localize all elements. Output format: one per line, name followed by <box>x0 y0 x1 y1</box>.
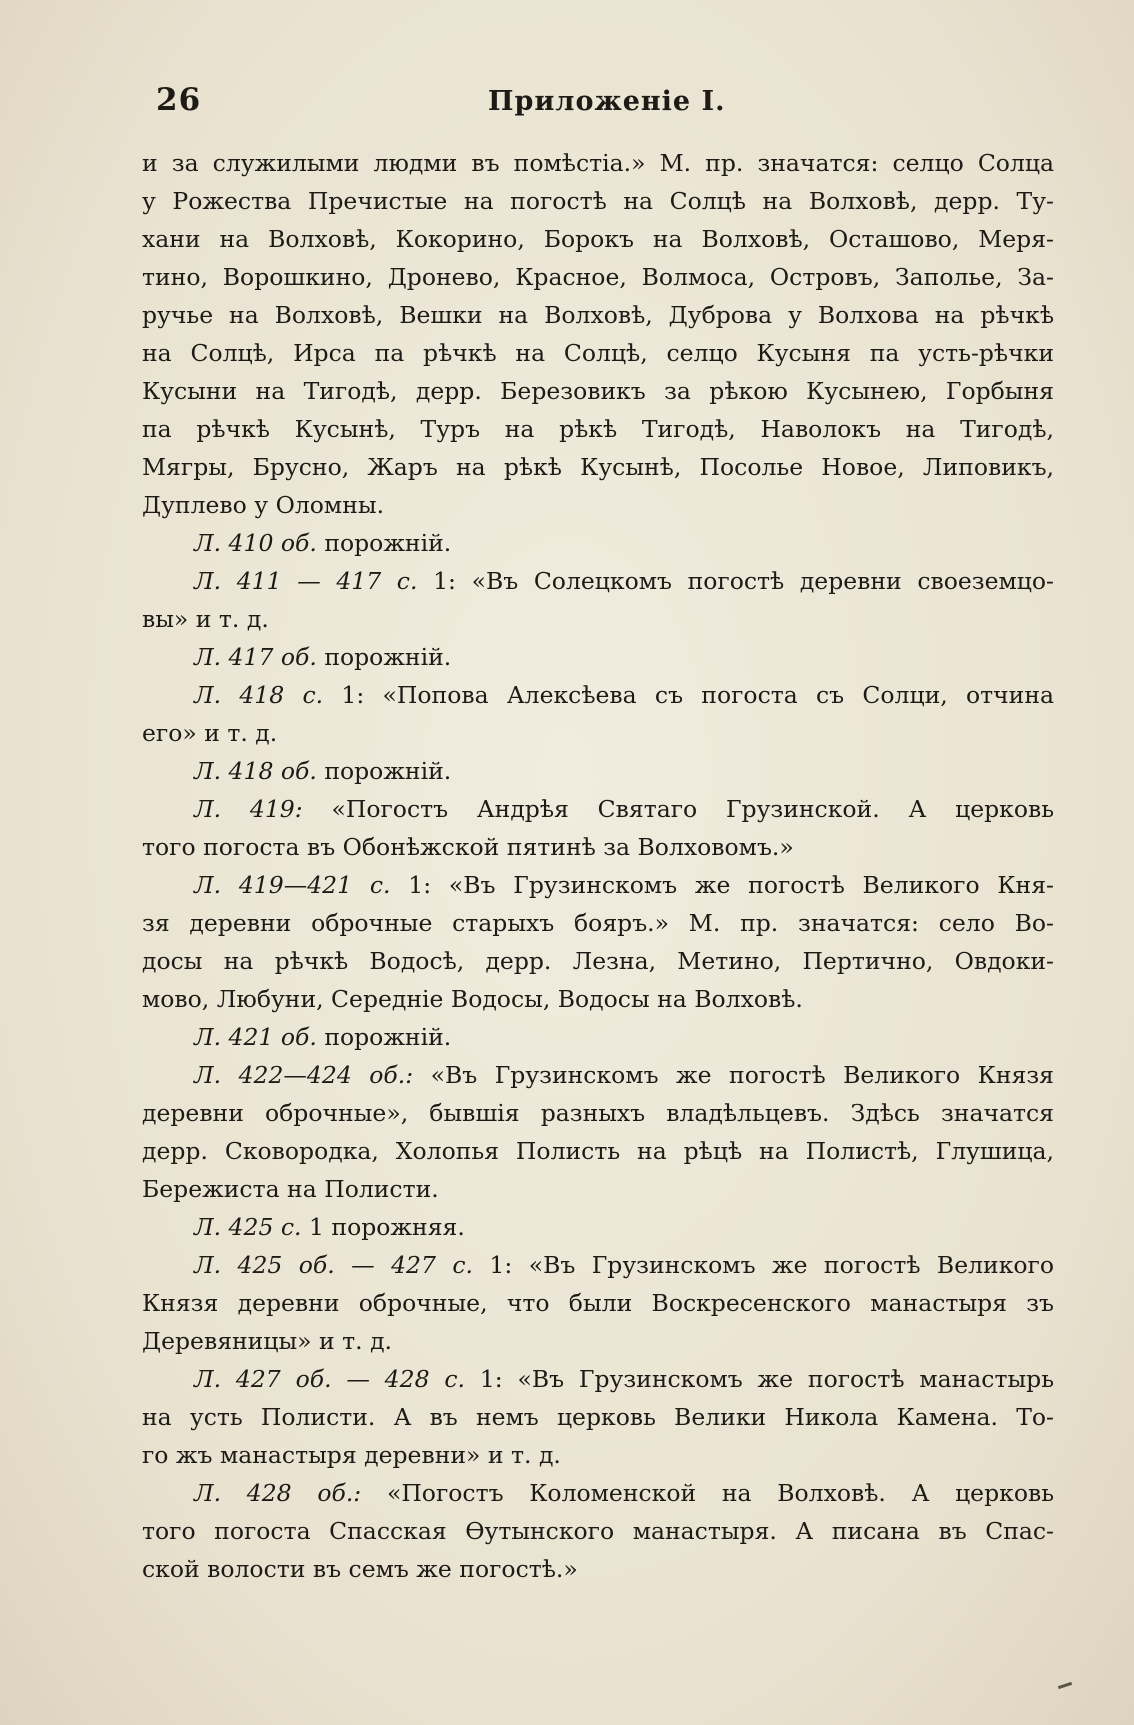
folio-reference: Л. 427 об. — 428 с. <box>194 1365 465 1393</box>
folio-reference: Л. 411 — 417 с. <box>194 567 418 595</box>
text-line <box>142 524 1054 562</box>
text-line <box>142 752 1054 790</box>
text-line <box>142 1170 1054 1208</box>
text-line <box>142 828 1054 866</box>
line-text: на усть Полисти. А въ немъ церковь Велики Никола Камена. То- <box>142 1403 1054 1431</box>
text-line <box>142 182 1054 220</box>
line-text: «Погостъ Андрѣя Святаго Грузинской. А церковь <box>302 795 1055 823</box>
line-text: 1: «Въ Грузинскомъ же погостѣ манастырь <box>465 1365 1054 1393</box>
text-line <box>142 258 1054 296</box>
text-line <box>142 1284 1054 1322</box>
text-line <box>142 1132 1054 1170</box>
line-text: порожнiй. <box>316 529 452 557</box>
line-text: Дуплево у Оломны. <box>142 491 385 519</box>
text-line <box>142 1512 1054 1550</box>
line-text: го жъ манастыря деревни» и т. д. <box>142 1441 561 1469</box>
line-text: тино, Ворошкино, Дронево, Красное, Волмоса, Островъ, Заполье, За- <box>142 263 1054 291</box>
line-text: порожнiй. <box>316 643 452 671</box>
line-text: ручье на Волховѣ, Вешки на Волховѣ, Дуброва у Волхова на рѣчкѣ <box>142 301 1054 329</box>
text-line <box>142 1360 1054 1398</box>
folio-reference: Л. 422—424 об.: <box>194 1061 414 1089</box>
line-text: того погоста въ Обонѣжской пятинѣ за Волховомъ.» <box>142 833 794 861</box>
text-line <box>142 220 1054 258</box>
line-text: того погоста Спасская Өутынского манастыря. А писана въ Спас- <box>142 1517 1054 1545</box>
text-line <box>142 980 1054 1018</box>
folio-reference: Л. 418 с. <box>194 681 324 709</box>
text-line <box>142 676 1054 714</box>
line-text: «Въ Грузинскомъ же погостѣ Великого Князя <box>413 1061 1055 1089</box>
text-line <box>142 372 1054 410</box>
text-line <box>142 1056 1054 1094</box>
folio-reference: Л. 410 об. <box>194 529 317 557</box>
folio-reference: Л. 417 об. <box>194 643 317 671</box>
line-text: 1: «Въ Солецкомъ погостѣ деревни своеземцо- <box>417 567 1054 595</box>
line-text: па рѣчкѣ Кусынѣ, Туръ на рѣкѣ Тигодѣ, Наволокъ на Тигодѣ, <box>142 415 1054 443</box>
text-line <box>142 790 1054 828</box>
line-text: порожнiй. <box>316 757 452 785</box>
line-text: дерр. Сковородка, Холопья Полисть на рѣцѣ на Полистѣ, Глушица, <box>142 1137 1054 1165</box>
text-line <box>142 1018 1054 1056</box>
running-head: Приложенiе I. <box>488 86 726 117</box>
line-text: «Погостъ Коломенской на Волховѣ. А церковь <box>361 1479 1054 1507</box>
body-text <box>142 144 1054 1588</box>
line-text: Мягры, Брусно, Жаръ на рѣкѣ Кусынѣ, Посолье Новое, Липовикъ, <box>142 453 1054 481</box>
line-text: зя деревни оброчные старыхъ бояръ.» М. пр. значатся: село Во- <box>142 909 1054 937</box>
text-line <box>142 1398 1054 1436</box>
line-text: деревни оброчные», бывшiя разныхъ владѣльцевъ. Здѣсь значатся <box>142 1099 1054 1127</box>
line-text: досы на рѣчкѣ Водосѣ, дерр. Лезна, Метино, Пертично, Овдоки- <box>142 947 1054 975</box>
text-line <box>142 1094 1054 1132</box>
line-text: хани на Волховѣ, Кокорино, Борокъ на Волховѣ, Осташово, Меря- <box>142 225 1054 253</box>
text-line <box>142 410 1054 448</box>
line-text: Деревяницы» и т. д. <box>142 1327 393 1355</box>
folio-reference: Л. 425 с. <box>194 1213 302 1241</box>
text-line <box>142 1246 1054 1284</box>
text-line <box>142 1208 1054 1246</box>
line-text: 1 порожняя. <box>301 1213 465 1241</box>
line-text: Кусыни на Тигодѣ, дерр. Березовикъ за рѣкою Кусынею, Горбыня <box>142 377 1054 405</box>
line-text: ской волости въ семъ же погостѣ.» <box>142 1555 578 1583</box>
text-line <box>142 144 1054 182</box>
line-text: мово, Любуни, Середнiе Водосы, Водосы на Волховѣ. <box>142 985 803 1013</box>
ink-mark <box>1058 1682 1072 1689</box>
folio-reference: Л. 425 об. — 427 с. <box>194 1251 473 1279</box>
text-line <box>142 600 1054 638</box>
page-header <box>156 82 1046 122</box>
line-text: Бережиста на Полисти. <box>142 1175 439 1203</box>
text-line <box>142 866 1054 904</box>
text-line <box>142 562 1054 600</box>
page-number: 26 <box>156 82 202 118</box>
text-line <box>142 714 1054 752</box>
text-line <box>142 1550 1054 1588</box>
text-line <box>142 486 1054 524</box>
line-text: вы» и т. д. <box>142 605 269 633</box>
folio-reference: Л. 419: <box>194 795 303 823</box>
line-text: 1: «Въ Грузинскомъ же погостѣ Великого <box>473 1251 1054 1279</box>
text-line <box>142 638 1054 676</box>
text-line <box>142 1436 1054 1474</box>
line-text: Князя деревни оброчные, что были Воскресенского манастыря зъ <box>142 1289 1054 1317</box>
folio-reference: Л. 421 об. <box>194 1023 317 1051</box>
line-text: 1: «Въ Грузинскомъ же погостѣ Великого Кня- <box>390 871 1054 899</box>
line-text: его» и т. д. <box>142 719 278 747</box>
text-line <box>142 1322 1054 1360</box>
folio-reference: Л. 418 об. <box>194 757 317 785</box>
line-text: и за служилыми людми въ помѣстiа.» М. пр. значатся: селцо Солца <box>142 149 1054 177</box>
text-line <box>142 334 1054 372</box>
folio-reference: Л. 419—421 с. <box>194 871 391 899</box>
line-text: 1: «Попова Алексѣева съ погоста съ Солци, отчина <box>323 681 1054 709</box>
text-line <box>142 904 1054 942</box>
line-text: на Солцѣ, Ирса па рѣчкѣ на Солцѣ, селцо Кусыня па усть-рѣчки <box>142 339 1054 367</box>
line-text: порожнiй. <box>316 1023 452 1051</box>
text-line <box>142 1474 1054 1512</box>
line-text: у Рожества Пречистые на погостѣ на Солцѣ на Волховѣ, дерр. Ту- <box>142 187 1054 215</box>
text-line <box>142 448 1054 486</box>
text-line <box>142 942 1054 980</box>
text-line <box>142 296 1054 334</box>
folio-reference: Л. 428 об.: <box>194 1479 362 1507</box>
